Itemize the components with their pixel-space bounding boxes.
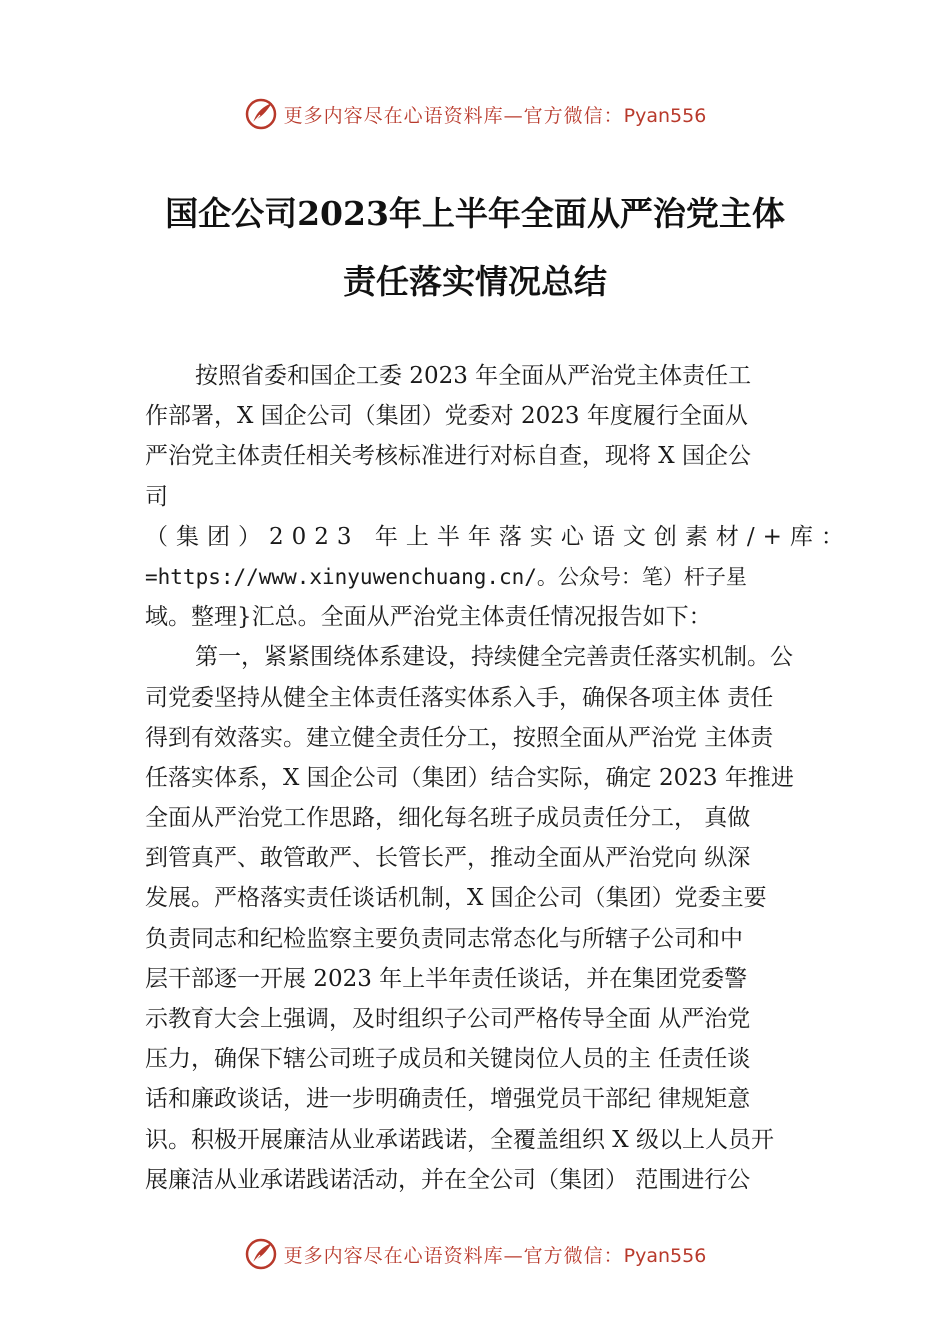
text-line: 到管真严、敢管敢严、长管长严，推动全面从严治党向 纵深: [145, 845, 751, 872]
document-title-line-2: 责任落实情况总结: [343, 262, 607, 301]
quill-logo-icon: [244, 1237, 278, 1271]
text-line: 任落实体系，X 国企公司（集团）结合实际，确定 2023 年推进: [145, 764, 794, 791]
text-line: （集团）2023 年上半年落实心语文创素材/+库：: [145, 523, 852, 550]
text-line: 域。整理}汇总。全面从严治党主体责任情况报告如下：: [145, 604, 712, 631]
text-line: 司: [145, 483, 168, 510]
text-line: 层干部逐一开展 2023 年上半年责任谈话，并在集团党委警: [145, 965, 748, 992]
text-line-url: =https://www.xinyuwenchuang.cn/。公众号：笔）杆子星: [145, 564, 747, 589]
wechat-id: Pyan556: [623, 1244, 707, 1267]
text-line: 压力，确保下辖公司班子成员和关键岗位人员的主 任责任谈: [145, 1046, 751, 1073]
header-banner: [0, 94, 950, 134]
text-line: 展廉洁从业承诺践诺活动，并在全公司（集团） 范围进行公: [145, 1166, 751, 1193]
text-line: 全面从严治党工作思路，细化每名班子成员责任分工， 真做: [145, 805, 751, 832]
banner-text: 更多内容尽在心语资料库—官方微信：Pyan556: [283, 104, 707, 127]
quill-logo-icon: [244, 97, 278, 131]
banner-text: 更多内容尽在心语资料库—官方微信：Pyan556: [283, 1244, 707, 1267]
text-line: 作部署，X 国企公司（集团）党委对 2023 年度履行全面从: [145, 403, 748, 430]
text-line: 识。积极开展廉洁从业承诺践诺，全覆盖组织 X 级以上人员开: [145, 1126, 774, 1153]
footer-banner: [0, 1234, 950, 1274]
text-line: 负责同志和纪检监察主要负责同志常态化与所辖子公司和中: [145, 925, 743, 952]
text-line: 第一，紧紧围绕体系建设，持续健全完善责任落实机制。公: [195, 644, 793, 671]
text-line: 司党委坚持从健全主体责任落实体系入手，确保各项主体 责任: [145, 684, 774, 711]
text-line: 严治党主体责任相关考核标准进行对标自查，现将 X 国企公: [145, 443, 751, 470]
text-line: 发展。严格落实责任谈话机制，X 国企公司（集团）党委主要: [145, 885, 767, 912]
document-body: [145, 356, 852, 1200]
text-line: 话和廉政谈话，进一步明确责任，增强党员干部纪 律规矩意: [145, 1086, 751, 1113]
document-title-line-1: 国企公司2023年上半年全面从严治党主体: [165, 194, 785, 233]
wechat-id: Pyan556: [623, 104, 707, 127]
text-line: 得到有效落实。建立健全责任分工，按照全面从严治党 主体责: [145, 724, 774, 751]
text-line: 示教育大会上强调，及时组织子公司严格传导全面 从严治党: [145, 1006, 751, 1032]
text-line: 按照省委和国企工委 2023 年全面从严治党主体责任工: [195, 363, 752, 389]
